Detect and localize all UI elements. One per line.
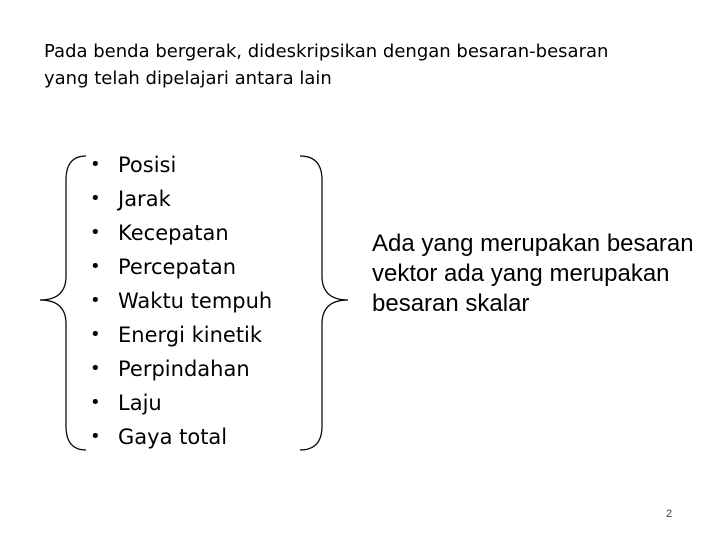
list-item-label: Posisi	[118, 153, 177, 177]
list-item-label: Waktu tempuh	[118, 289, 273, 313]
list-item-label: Laju	[118, 391, 162, 415]
list-item	[90, 216, 272, 250]
bullet: •	[90, 222, 101, 243]
bullet: •	[90, 392, 101, 413]
list-item-label: Percepatan	[118, 255, 237, 279]
bullet: •	[90, 358, 101, 379]
list-item	[90, 182, 272, 216]
list-item-label: Jarak	[118, 187, 171, 211]
list-item-label: Gaya total	[118, 425, 228, 449]
page-number: 2	[666, 508, 673, 520]
bullet: •	[90, 324, 101, 345]
bullet: •	[90, 188, 101, 209]
bullet: •	[90, 256, 101, 277]
list-item	[90, 352, 272, 386]
bullet: •	[90, 426, 101, 447]
right-brace	[300, 156, 348, 450]
bullet: •	[90, 290, 101, 311]
list-item-label: Energi kinetik	[118, 323, 263, 347]
list-item	[90, 250, 272, 284]
conclusion-text: Ada yang merupakan besaran vektor ada yang merupakan besaran skalar	[372, 230, 694, 317]
list-item	[90, 420, 272, 454]
bullet: •	[90, 154, 101, 175]
intro-text: Pada benda bergerak, dideskripsikan dengan besaran-besaran yang telah dipelajari antara lain	[44, 41, 609, 89]
left-brace	[40, 156, 86, 450]
list-item	[90, 148, 272, 182]
list-item-label: Kecepatan	[118, 221, 229, 245]
list-item	[90, 386, 272, 420]
list-item	[90, 284, 272, 318]
quantity-list	[90, 148, 272, 454]
list-item-label: Perpindahan	[118, 357, 250, 381]
list-item	[90, 318, 272, 352]
